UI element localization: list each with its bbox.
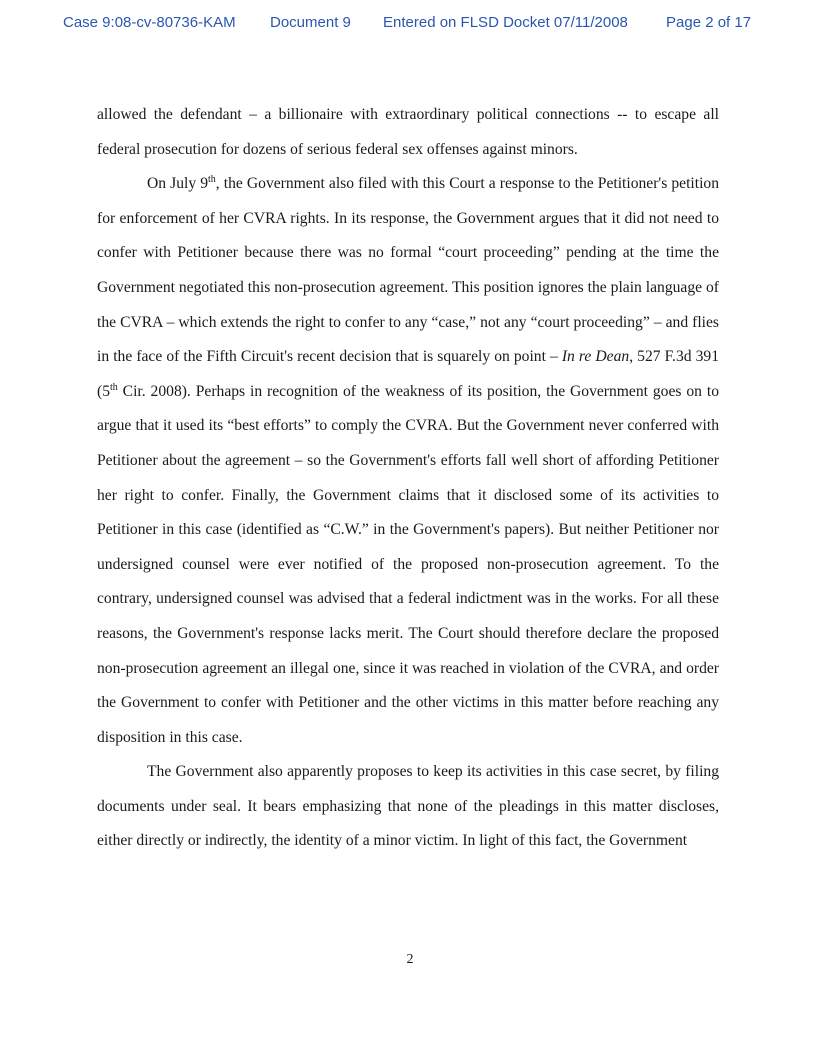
paragraph-2-text-d: Cir. 2008). Perhaps in recognition of the weakness of its position, the Government goes on to argue that it used its “best efforts” to comply the CVRA. But the Government never conferred with Petitioner about the agreement – so the Government's efforts fall well short of affording Petitioner her right to confer. Finally, the Government claims that it disclosed some of its activities to Petitioner in this case (identified as “C.W.” in the Government's papers). But neither Petitioner nor undersigned counsel were ever notified of the proposed non-prosecution agreement. To the contrary, undersigned counsel was advised that a federal indictment was in the works. For all these reasons, the Government's response lacks merit. The Court should therefore declare the proposed non-prosecution agreement an illegal one, since it was reached in violation of the CVRA, and order the Government to confer with Petitioner and the other victims in this matter before reaching any disposition in this case. — [97, 382, 719, 746]
paragraph-2-text-b: , the Government also filed with this Court a response to the Petitioner's petition for enforcement of her CVRA rights. In its response, the Government argues that it did not need to confer with Petitioner because there was no formal “court proceeding” pending at the time the Government negotiated this non-prosecution agreement. This position ignores the plain language of the CVRA – which extends the right to confer to any “case,” not any “court proceeding” – and flies in the face of the Fifth Circuit's recent decision that is squarely on point – — [97, 175, 719, 366]
paragraph-2 — [97, 167, 719, 755]
page-count: Page 2 of 17 — [666, 14, 752, 31]
paragraph-2-text-a: On July 9 — [147, 175, 209, 193]
case-citation: In re Dean — [561, 348, 630, 366]
docket-header — [0, 14, 820, 38]
document-number: Document 9 — [270, 14, 351, 31]
docket-entry-date: Entered on FLSD Docket 07/11/2008 — [383, 14, 628, 31]
paragraph-1: allowed the defendant – a billionaire with extraordinary political connections -- to escape all federal prosecution for dozens of serious federal sex offenses against minors. — [97, 106, 719, 158]
ordinal-superscript: th — [110, 381, 118, 393]
paragraph-3: The Government also apparently proposes to keep its activities in this case secret, by filing documents under seal. It bears emphasizing that none of the pleadings in this matter discloses, either directly or indirectly, the identity of a minor victim. In light of this fact, the Government — [97, 763, 719, 850]
paragraph-2-text-c: , 527 F.3d 391 (5 — [97, 348, 719, 400]
case-number: Case 9:08-cv-80736-KAM — [63, 14, 236, 31]
document-body — [97, 98, 719, 859]
page-number: 2 — [406, 952, 414, 967]
ordinal-superscript: th — [208, 174, 216, 185]
